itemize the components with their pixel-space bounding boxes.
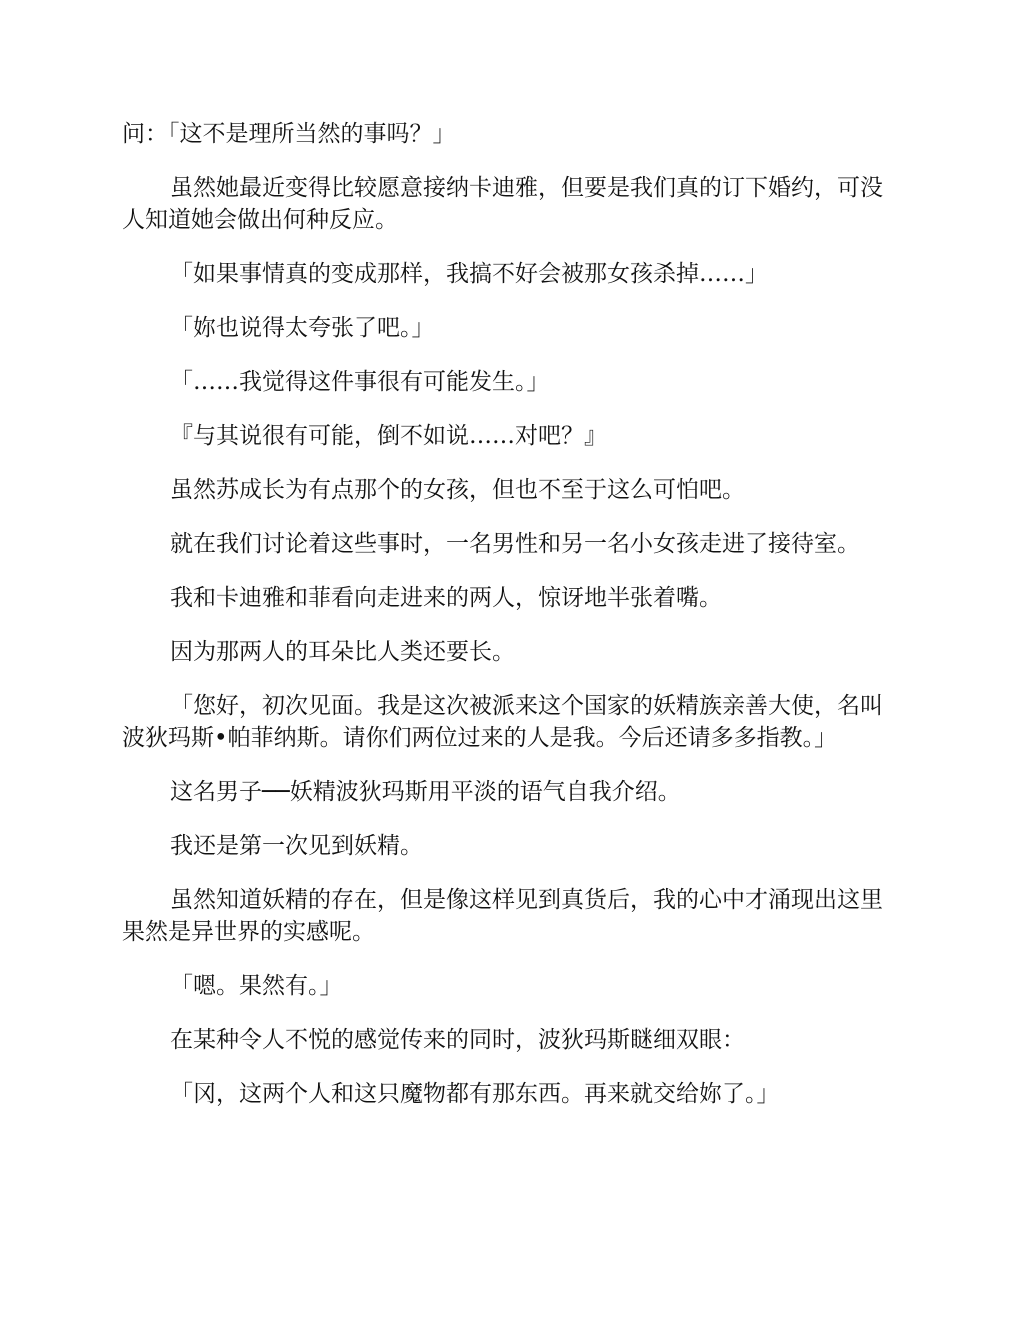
paragraph: 『与其说很有可能，倒不如说……对吧？』: [170, 423, 607, 449]
paragraph: 这名男子──妖精波狄玛斯用平淡的语气自我介绍。: [170, 779, 681, 805]
paragraph: 「妳也说得太夸张了吧。」: [170, 315, 435, 341]
paragraph: 虽然她最近变得比较愿意接纳卡迪雅，但要是我们真的订下婚约，可没人知道她会做出何种反应。: [122, 175, 883, 233]
paragraph: 因为那两人的耳朵比人类还要长。: [170, 639, 515, 665]
paragraph: 「……我觉得这件事很有可能发生。」: [170, 369, 550, 395]
paragraph: 虽然苏成长为有点那个的女孩，但也不至于这么可怕吧。: [170, 477, 745, 503]
paragraph: 就在我们讨论着这些事时，一名男性和另一名小女孩走进了接待室。: [170, 531, 860, 557]
paragraph: 我还是第一次见到妖精。: [170, 833, 423, 859]
paragraph: 「如果事情真的变成那样，我搞不好会被那女孩杀掉……」: [170, 261, 768, 287]
paragraph: 我和卡迪雅和菲看向走进来的两人，惊讶地半张着嘴。: [170, 585, 722, 611]
paragraph: 虽然知道妖精的存在，但是像这样见到真货后，我的心中才涌现出这里果然是异世界的实感呢。: [122, 887, 883, 945]
paragraph: 问：「这不是理所当然的事吗？」: [122, 121, 456, 147]
document-page: [122, 118, 897, 1132]
paragraph: 「您好，初次见面。我是这次被派来这个国家的妖精族亲善大使，名叫波狄玛斯•帕菲纳斯。请你们两位过来的人是我。今后还请多多指教。」: [122, 693, 883, 751]
paragraph: 「冈，这两个人和这只魔物都有那东西。再来就交给妳了。」: [170, 1081, 780, 1107]
paragraph: 「嗯。果然有。」: [170, 973, 343, 999]
paragraph: 在某种令人不悦的感觉传来的同时，波狄玛斯瞇细双眼：: [170, 1027, 745, 1053]
